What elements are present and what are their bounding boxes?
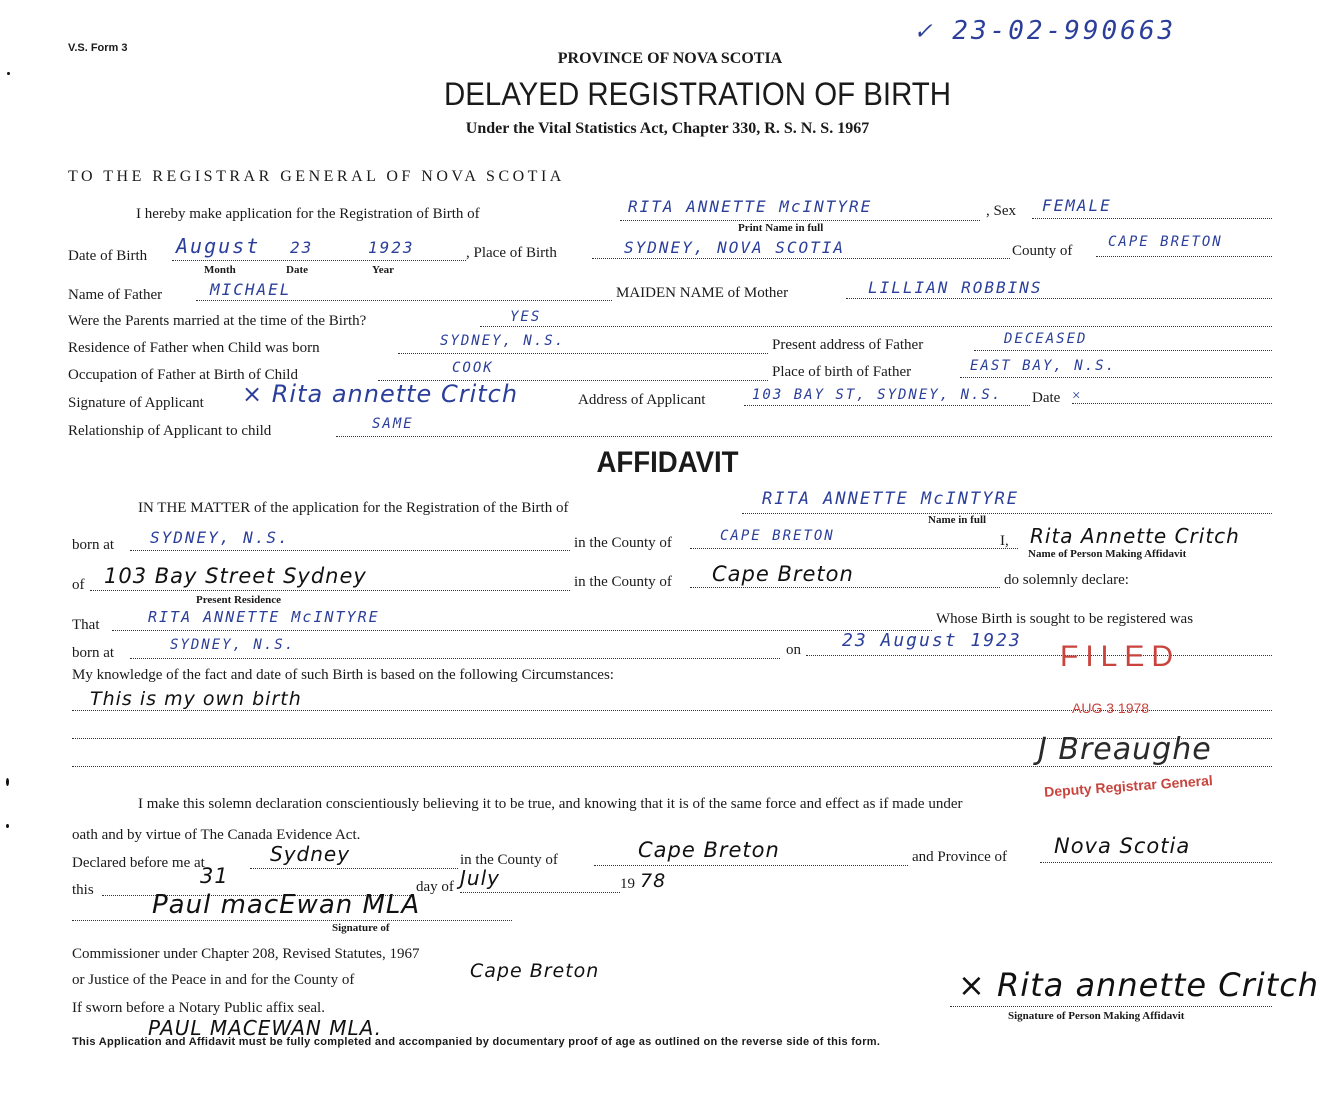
sex-label: , Sex [986,203,1016,219]
i-label: I, [1000,533,1009,549]
declared-at-label: Declared before me at [72,855,205,871]
present-residence: 103 Bay Street Sydney [104,564,367,588]
matter-name: RITA ANNETTE McINTYRE [762,489,1019,509]
scan-mark [6,824,9,828]
born-at-label-2: born at [72,645,115,661]
registrar-signature: J Breaughe [1038,732,1212,767]
dob-year: 1923 [368,238,415,257]
county-value: CAPE BRETON [1108,234,1223,250]
signature-applicant-label: Signature of Applicant [68,395,204,411]
printed-commissioner-name: PAUL MACEWAN MLA. [148,1016,383,1040]
occupation-value: COOK [452,360,494,376]
mother-label: MAIDEN NAME of Mother [616,285,789,301]
born-at-value-2: SYDNEY, N.S. [170,637,296,653]
in-county-label-3: in the County of [460,852,558,868]
affiant-signature-label: Signature of Person Making Affidavit [1008,1010,1185,1022]
that-name: RITA ANNETTE McINTYRE [148,608,380,626]
on-label: on [786,642,801,658]
residence-father: SYDNEY, N.S. [440,333,566,349]
filed-stamp: FILED [1060,640,1181,673]
day-of-label: day of [416,879,454,895]
father-name: MICHAEL [210,280,292,299]
that-label: That [72,617,100,633]
affiant-name: Rita Annette Critch [1030,524,1240,548]
born-at-value: SYDNEY, N.S. [150,528,290,547]
declared-day: 31 [200,864,229,888]
declared-at: Sydney [270,842,351,866]
knowledge-label: My knowledge of the fact and date of such Birth is based on the following Circumstances: [72,667,614,683]
signature-of-label: Signature of [332,922,390,934]
dob-date: 23 [290,238,314,257]
solemn-line-1: I make this solemn declaration conscientiously believing it to be true, and knowing that it is of the same force and effect as if made under [138,796,963,812]
mother-name: LILLIAN ROBBINS [868,278,1043,297]
this-label: this [72,882,94,898]
born-at-label: born at [72,537,115,553]
deputy-registrar-label: Deputy Registrar General [1043,772,1214,800]
occupation-label: Occupation of Father at Birth of Child [68,367,298,383]
residence-father-label: Residence of Father when Child was born [68,340,320,356]
county-affidavit: CAPE BRETON [720,528,835,544]
footer-note: This Application and Affidavit must be fully completed and accompanied by documentary proof of age as outlined on the reverse side of this form. [72,1036,881,1048]
of-label: of [72,577,85,593]
present-address-label: Present address of Father [772,337,924,353]
affiant-signature: × Rita annette Critch [958,966,1320,1004]
form-number: V.S. Form 3 [68,42,128,54]
form-subtitle: Under the Vital Statistics Act, Chapter 330, R. S. N. S. 1967 [465,120,870,137]
knowledge-value: This is my own birth [90,688,302,710]
place-of-birth: SYDNEY, NOVA SCOTIA [624,238,846,257]
addressee: TO THE REGISTRAR GENERAL OF NOVA SCOTIA [68,168,565,185]
notary-text: If sworn before a Notary Public affix seal. [72,1000,325,1016]
pob-father: EAST BAY, N.S. [970,358,1117,374]
dob-label: Date of Birth [68,248,148,264]
year-suffix: 78 [640,870,667,892]
married-label: Were the Parents married at the time of the Birth? [68,313,367,329]
province-label: and Province of [912,849,1007,865]
province-heading: PROVINCE OF NOVA SCOTIA [557,50,783,67]
date-applicant: × [1072,388,1081,404]
married-value: YES [510,309,542,325]
solemn-line-2: oath and by virtue of The Canada Evidence Act. [72,827,361,843]
justice-text: or Justice of the Peace in and for the County of [72,972,355,988]
address-applicant-label: Address of Applicant [578,392,706,408]
father-label: Name of Father [68,287,163,303]
print-name-label: Print Name in full [738,222,824,234]
place-label: , Place of Birth [466,245,557,261]
justice-county: Cape Breton [470,960,600,982]
commissioner-text: Commissioner under Chapter 208, Revised Statutes, 1967 [72,946,420,962]
date-applicant-label: Date [1032,390,1061,406]
in-county-label-2: in the County of [574,574,672,590]
relationship-label: Relationship of Applicant to child [68,423,272,439]
declared-province: Nova Scotia [1054,834,1191,858]
affidavit-heading: AFFIDAVIT [596,446,739,479]
relationship-value: SAME [372,416,414,432]
commissioner-signature: Paul macEwan MLA [152,890,421,920]
dob-month: August [176,234,261,258]
present-address: DECEASED [1004,331,1088,347]
declared-month: July [460,866,500,890]
present-residence-label: Present Residence [196,594,282,606]
child-name: RITA ANNETTE McINTYRE [628,197,873,216]
form-title: DELAYED REGISTRATION OF BIRTH [443,76,952,112]
affiant-label: Name of Person Making Affidavit [1028,548,1187,560]
pob-father-label: Place of birth of Father [772,364,912,380]
applicant-signature: × Rita annette Critch [242,380,519,408]
matter-label: IN THE MATTER of the application for the Registration of the Birth of [138,500,569,516]
year-prefix: 19 [620,876,635,892]
application-intro: I hereby make application for the Registration of Birth of [136,206,480,222]
declare-label: do solemnly declare: [1004,572,1129,588]
on-date: 23 August 1923 [842,630,1022,651]
scan-mark [7,72,10,75]
sex-value: FEMALE [1042,196,1112,215]
filed-date: AUG 3 1978 [1072,700,1150,716]
county-label: County of [1012,243,1073,259]
date-label: Date [286,264,308,276]
address-applicant: 103 BAY ST, SYDNEY, N.S. [752,387,1003,403]
month-label: Month [204,264,236,276]
name-full-label: Name in full [928,514,987,526]
in-county-label: in the County of [574,535,672,551]
county-residence: Cape Breton [712,562,854,586]
year-label: Year [372,264,394,276]
registration-number: ✓ 23-02-990663 [915,16,1177,46]
declared-county: Cape Breton [638,838,780,862]
whose-birth-label: Whose Birth is sought to be registered was [936,611,1194,627]
scan-mark [6,778,9,786]
